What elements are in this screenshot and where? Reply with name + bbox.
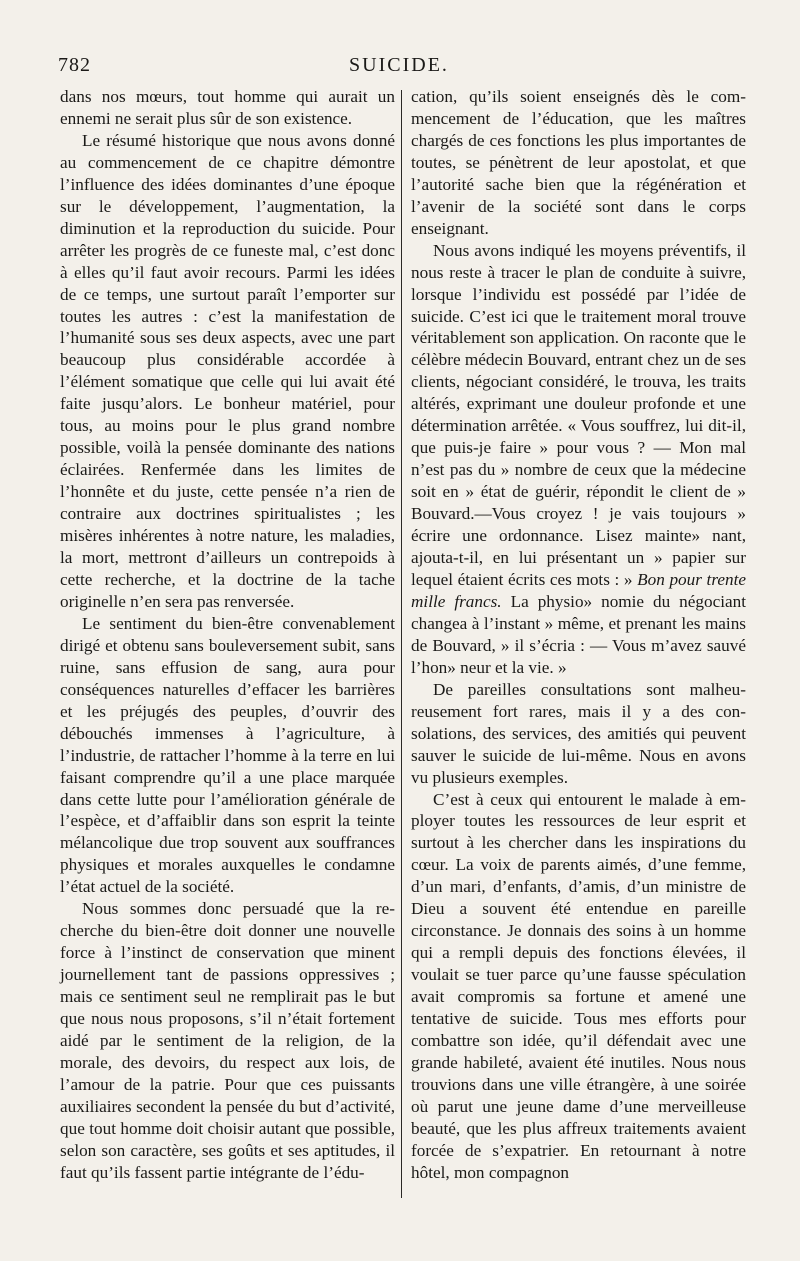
paragraph: Le sentiment du bien-être convenablement dirigé et obtenu sans bouleversement subit, sans ruine, sans effusion de sang, aura pour conséquences naturelles d’effacer les barrières et les préjugés des peuples, d’ouvrir des débouchés immenses à l’agriculture, à l’industrie, de rattacher l’homme à la terre en lui faisant comprendre qu’il a une place marquée dans cette lutte pour l’amélioration générale de l’espèce, et d’affaiblir dans son esprit la teinte mélancolique due trop souvent aux souffrances physiques et morales auxquelles le condamne l’état actuel de la société. <box>60 613 395 897</box>
paragraph: cation, qu’ils soient enseignés dès le commencement de l’éducation, que les maîtres chargés de ces fonctions les plus importantes de toutes, se pénètrent de leur apostolat, et que l’autorité sache bien que la régénération et l’avenir de la société sont dans le corps enseignant. <box>411 87 746 238</box>
paragraph: dans nos mœurs, tout homme qui aurait un ennemi ne serait plus sûr de son existence. <box>60 87 395 128</box>
page-number: 782 <box>58 54 91 76</box>
running-title: SUICIDE. <box>349 54 449 76</box>
column-divider <box>401 90 402 1198</box>
right-column <box>411 86 746 1184</box>
page-header <box>58 54 740 84</box>
paragraph: Le résumé historique que nous avons donné au commencement de ce chapitre démontre l’influence des idées dominantes d’une époque sur le développement, l’augmentation, la diminution et la reproduction du suicide. Pour arrêter les progrès de ce funeste mal, c’est donc à elles qu’il faut avoir recours. Parmi les idées de ce temps, une surtout paraît l’emporter sur toutes les autres : c’est la manifestation de l’humanité sous ses deux aspects, avec une part beaucoup plus considérable accordée à l’élément somatique que celle qui lui avait été faite jusqu’alors. Le bonheur matériel, pour tous, au moins pour le plus grand nombre possible, voilà la pensée dominante des nations éclairées. Renfermée dans les limites de l’honnête et du juste, cette pensée n’a rien de contraire aux doctrines spiritualistes ; les misères inhérentes à notre nature, les maladies, la mort, mettront d’ailleurs un contrepoids à cette recherche, et la doctrine de la tache originelle n’en sera pas renversée. <box>60 130 395 611</box>
paragraph: Nous sommes donc persuadé que la recherche du bien-être doit donner une nouvelle force à l’instinct de conservation que minent journellement tant de passions oppressives ; mais ce sentiment seul ne remplirait pas le but que nous nous proposons, s’il n’était fortement aidé par le sentiment de la religion, de la morale, des devoirs, du respect aux lois, de l’amour de la patrie. Pour que ces puissants auxiliaires secondent la pensée du but d’activité, que tout homme doit choisir autant que possible, selon son caractère, ses goûts et ses aptitudes, il faut qu’ils fassent partie intégrante de l’édu- <box>60 899 395 1182</box>
italic-quote: Bon pour trente mille francs. <box>411 569 746 611</box>
paragraph-text: La physio» nomie du négociant changea à l’instant » même, et prenant les mains de Bouvard, » il s’écria : — Vous m’avez sauvé l’hon» neur et la vie. » <box>411 591 746 677</box>
paragraph <box>411 240 746 679</box>
paragraph: De pareilles consultations sont malheureusement fort rares, mais il y a des consolations, des services, des amitiés qui peuvent sauver le suicide de lui-même. Nous en avons vu plusieurs exemples. <box>411 679 746 787</box>
paragraph: C’est à ceux qui entourent le malade à employer toutes les ressources de leur esprit et surtout à les chercher dans les inspirations du cœur. La voix de parents aimés, d’une femme, d’un mari, d’enfants, d’amis, d’un ministre de Dieu a souvent été entendue en pareille circonstance. Je donnais des soins à un homme qui a rempli depuis des fonctions élevées, il voulait se tuer parce qu’une fausse spéculation avait compromis sa fortune et amené une tentative de suicide. Tous mes efforts pour combattre son idée, qu’il défendait avec une grande habileté, avaient été inutiles. Nous nous trouvions dans une ville étrangère, à une soirée où parut une jeune dame d’une merveilleuse beauté, que les plus affreux traitements avaient forcée de s’expatrier. En retournant à notre hôtel, mon compagnon <box>411 789 746 1182</box>
left-column <box>60 86 395 1184</box>
paragraph-text: Nous avons indiqué les moyens préventifs, il nous reste à tracer le plan de conduite à suivre, lorsque l’individu est possédé par l’idée de suicide. C’est ici que le traitement moral trouve véritablement son application. On raconte que le célèbre médecin Bouvard, entrant chez un de ses clients, négociant considéré, le trouva, les traits altérés, exprimant une douleur profonde et une détermination arrêtée. « Vous souffrez, lui dit-il, que puis-je faire » pour vous ? — Mon mal n’est pas du » nombre de ceux que la médecine soit en » état de guérir, répondit le client de » Bouvard.—Vous croyez ! je vais toujours » écrire une ordonnance. Lisez mainte» nant, ajouta-t-il, en lui présentant un » papier sur lequel étaient écrits ces mots : » <box>411 240 747 589</box>
